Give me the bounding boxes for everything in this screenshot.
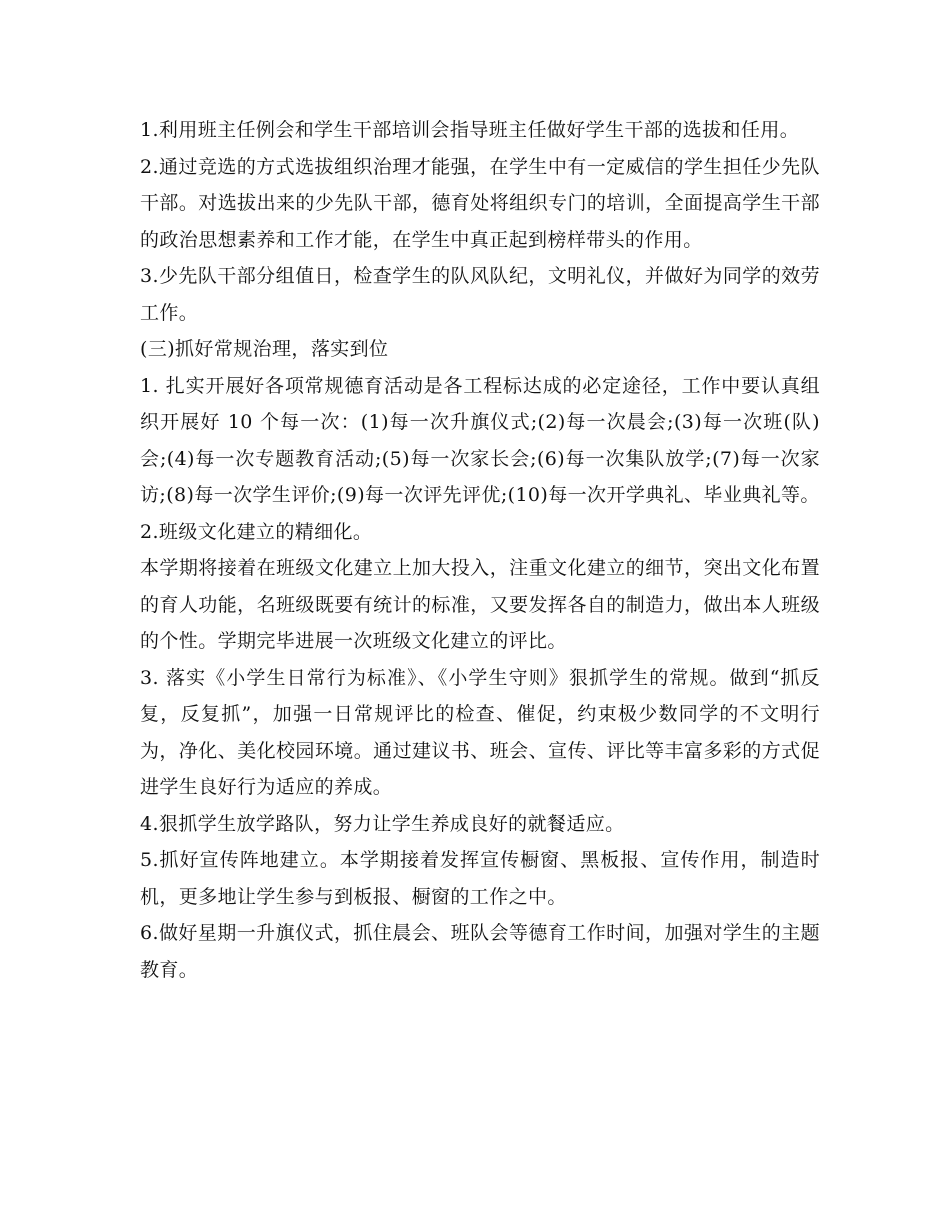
paragraph-dismissal-queue: 4.狠抓学生放学路队，努力让学生养成良好的就餐适应。 bbox=[140, 812, 625, 835]
document-body bbox=[140, 112, 820, 988]
paragraph-publicity: 5.抓好宣传阵地建立。本学期接着发挥宣传橱窗、黑板报、宣传作用，制造时机，更多地让学生参与到板报、橱窗的工作之中。 bbox=[140, 849, 820, 908]
paragraph-class-culture-heading: 2.班级文化建立的精细化。 bbox=[140, 520, 373, 543]
paragraph-duty-rotation: 3.少先队干部分组值日，检查学生的队风队纪，文明礼仪，并做好为同学的效劳工作。 bbox=[140, 265, 820, 324]
paragraph-behavior-standards: 3. 落实《小学生日常行为标准》、《小学生守则》狠抓学生的常规。做到“抓反复，反复抓”，加强一日常规评比的检查、催促，约束极少数同学的不文明行为，净化、美化校园环境。通过建议书、班会、宣传、评比等丰富多彩的方式促进学生良好行为适应的养成。 bbox=[140, 666, 820, 798]
paragraph-class-culture: 本学期将接着在班级文化建立上加大投入，注重文化建立的细节，突出文化布置的育人功能，名班级既要有统计的标准，又要发挥各自的制造力，做出本人班级的个性。学期完毕进展一次班级文化建立的评比。 bbox=[140, 557, 820, 652]
paragraph-cadre-election: 2.通过竞选的方式选拔组织治理才能强，在学生中有一定威信的学生担任少先队干部。对选拔出来的少先队干部，德育处将组织专门的培训，全面提高学生干部的政治思想素养和工作才能，在学生中真正起到榜样带头的作用。 bbox=[140, 155, 820, 251]
paragraph-flag-ceremony: 6.做好星期一升旗仪式，抓住晨会、班队会等德育工作时间，加强对学生的主题教育。 bbox=[140, 922, 820, 981]
paragraph-routine-activities: 1. 扎实开展好各项常规德育活动是各工程标达成的必定途径，工作中要认真组织开展好 10 个每一次：(1)每一次升旗仪式;(2)每一次晨会;(3)每一次班(队)会;(4)每一次专题教育活动;(5)每一次家长会;(6)每一次集队放学;(7)每一次家访;(8)每一次学生评价;(9)每一次评先评优;(10)每一次开学典礼、毕业典礼等。 bbox=[140, 374, 820, 506]
section-heading-routine-management: (三)抓好常规治理，落实到位 bbox=[140, 338, 389, 360]
paragraph-cadre-training: 1.利用班主任例会和学生干部培训会指导班主任做好学生干部的选拔和任用。 bbox=[140, 119, 800, 141]
